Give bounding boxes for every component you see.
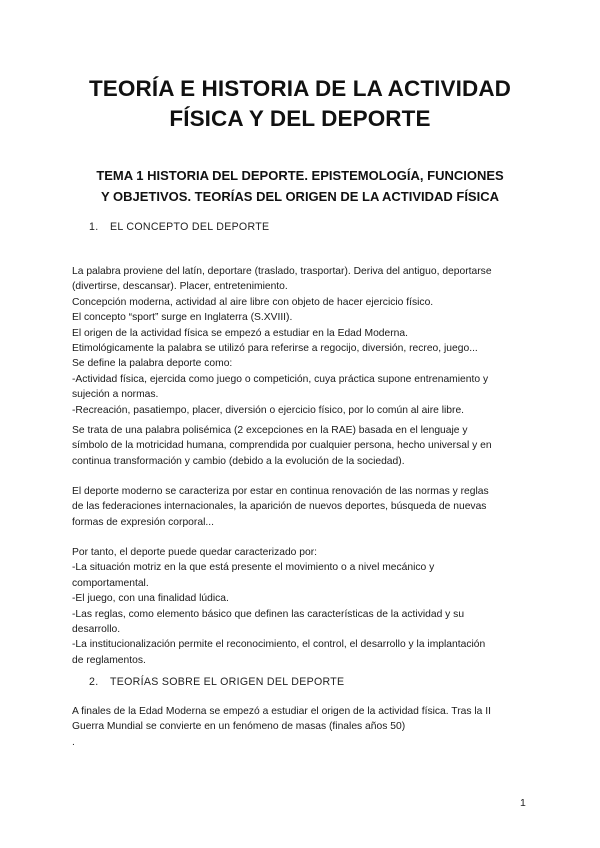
section-title: TEORÍAS SOBRE EL ORIGEN DEL DEPORTE (110, 676, 345, 688)
text-line: -La situación motriz en la que está presente el movimiento o a nivel mecánico y (72, 562, 435, 574)
topic-heading-line: Y OBJETIVOS. TEORÍAS DEL ORIGEN DE LA ACTIVIDAD FÍSICA (101, 189, 499, 204)
text-line: -Las reglas, como elemento básico que definen las características de la actividad y su (72, 608, 465, 620)
text-line: El origen de la actividad física se empezó a estudiar en la Edad Moderna. (72, 327, 408, 339)
paragraph-modern-sport (72, 484, 534, 530)
text-line: de las federaciones internacionales, la aparición de nuevos deportes, búsqueda de nuevas (72, 501, 487, 513)
text-line: -Actividad física, ejercida como juego o competición, cuya práctica supone entrenamiento y (72, 373, 489, 385)
text-line: formas de expresión corporal... (72, 516, 214, 528)
text-line: El deporte moderno se caracteriza por estar en continua renovación de las normas y reglas (72, 486, 489, 497)
text-line: La palabra proviene del latín, deportare (traslado, trasportar). Deriva del antiguo, deportarse (72, 266, 492, 277)
text-line: Etimológicamente la palabra se utilizó para referirse a regocijo, diversión, recreo, juego... (72, 342, 478, 354)
text-line: de reglamentos. (72, 654, 146, 666)
text-line: Concepción moderna, actividad al aire libre con objeto de hacer ejercicio físico. (72, 296, 434, 308)
paragraph-origin (72, 704, 534, 750)
section-title: EL CONCEPTO DEL DEPORTE (110, 221, 270, 233)
text-line: Se define la palabra deporte como: (72, 358, 233, 370)
title-line: FÍSICA Y DEL DEPORTE (169, 106, 431, 131)
document-title (40, 74, 560, 134)
text-line: El concepto “sport” surge en Inglaterra (S.XVIII). (72, 312, 293, 324)
text-line: (divertirse, descansar). Placer, entretenimiento. (72, 281, 288, 293)
text-line: Guerra Mundial se convierte en un fenómeno de masas (finales años 50) (72, 721, 406, 733)
text-line: . (72, 736, 75, 748)
text-line: sujeción a normas. (72, 389, 159, 401)
topic-heading (40, 165, 560, 207)
section-heading-2 (89, 675, 344, 689)
title-line: TEORÍA E HISTORIA DE LA ACTIVIDAD (88, 76, 512, 101)
text-line: -La institucionalización permite el reconocimiento, el control, el desarrollo y la implantación (72, 639, 486, 651)
text-line: comportamental. (72, 577, 149, 589)
section-number: 2. (89, 676, 99, 688)
section-number: 1. (89, 221, 99, 233)
paragraph-characterization (72, 545, 534, 668)
topic-heading-line: TEMA 1 HISTORIA DEL DEPORTE. EPISTEMOLOGÍA, FUNCIONES (96, 168, 504, 183)
text-line: -Recreación, pasatiempo, placer, diversión o ejercicio físico, por lo común al aire libre. (72, 404, 465, 416)
section-heading-1 (89, 220, 269, 234)
page-number: 1 (520, 797, 526, 809)
text-line: desarrollo. (72, 623, 121, 635)
text-line: -El juego, con una finalidad lúdica. (72, 593, 229, 605)
text-line: Por tanto, el deporte puede quedar caracterizado por: (72, 547, 317, 558)
paragraph-polysemy (72, 423, 534, 469)
text-line: símbolo de la motricidad humana, comprendida por cualquier persona, hecho universal y en (72, 440, 492, 452)
paragraph-definition (72, 264, 534, 418)
text-line: A finales de la Edad Moderna se empezó a estudiar el origen de la actividad física. Tras la II (72, 706, 491, 717)
text-line: continua transformación y cambio (debido a la evolución de la sociedad). (72, 455, 405, 467)
text-line: Se trata de una palabra polisémica (2 excepciones en la RAE) basada en el lenguaje y (72, 425, 468, 436)
